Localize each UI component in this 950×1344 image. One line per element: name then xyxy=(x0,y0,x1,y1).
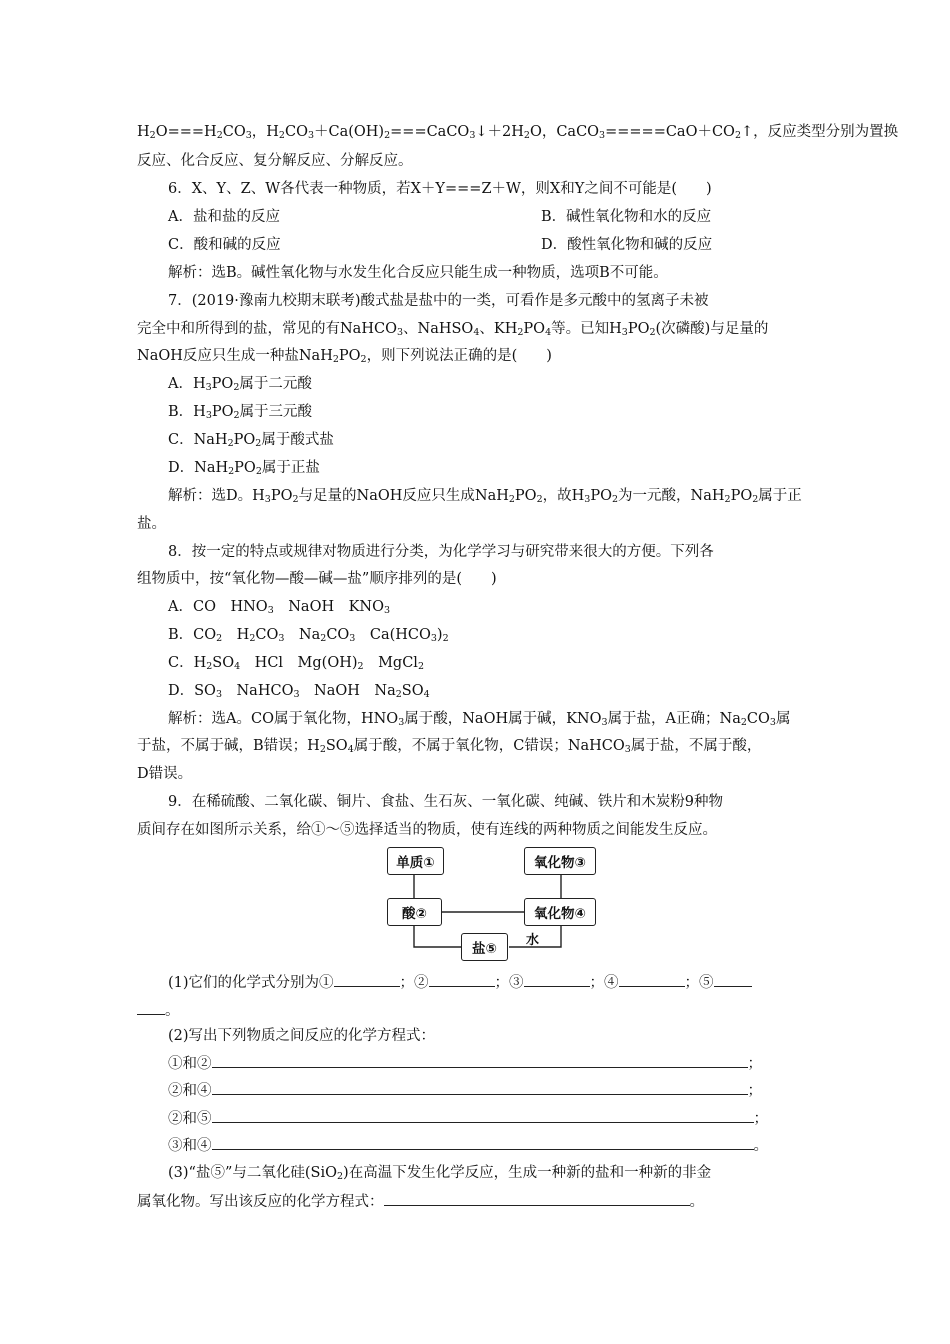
q9-part1-line2: 。 xyxy=(137,1001,180,1020)
q6-option-d: D．酸性氧化物和碱的反应 xyxy=(541,237,713,253)
q9-part1-line1: (1)它们的化学式分别为① ；② ；③ ；④ ；⑤ xyxy=(168,973,752,992)
equation-blank-1-2[interactable] xyxy=(212,1054,748,1068)
answer-blank-3[interactable] xyxy=(524,973,590,987)
answer-blank-4[interactable] xyxy=(619,973,685,987)
q8-option-b: B．$CO_2$ $H_2CO_3$ $Na_2CO_3$ $Ca(HCO_3)_2$ xyxy=(168,627,449,644)
question-7-line3: NaOH反应只生成一种盐$NaH_2PO_2$，则下列说法正确的是( ) xyxy=(137,348,552,365)
box-acid-2: 酸② xyxy=(387,898,442,926)
answer-blank-2[interactable] xyxy=(429,973,495,987)
answer-blank-1[interactable] xyxy=(334,973,400,987)
q8-analysis-line2: 于盐，不属于碱，B错误；$H_2SO_4$属于酸，不属于氧化物，C错误；NaHCO$_3$属于盐，不属于酸， xyxy=(137,738,762,755)
q8-analysis-line1: 解析：选A。CO属于氧化物，$HNO_3$属于酸，NaOH属于碱，$KNO_3$属于盐，A正确；$Na_2CO_3$属 xyxy=(168,711,791,728)
question-8-line2: 组物质中，按“氧化物—酸—碱—盐”顺序排列的是( ) xyxy=(137,571,497,587)
q9-part3-line1: (3)“盐⑤”与二氧化硅(SiO$_2$)在高温下发生化学反应，生成一种新的盐和一种新的非金 xyxy=(168,1165,712,1182)
question-7-line2: 完全中和所得到的盐，常见的有NaHCO$_3$、NaHSO$_4$、$KH_2PO_4$等。已知$H_3PO_2$(次磷酸)与足量的 xyxy=(137,321,769,338)
q7-analysis-line2: 盐。 xyxy=(137,516,166,532)
q9-reaction-1-2: ①和② ； xyxy=(168,1056,762,1072)
box-salt-5: 盐⑤ xyxy=(461,933,508,961)
q9-reaction-3-4: ③和④ 。 xyxy=(168,1138,768,1154)
box-oxide-4: 氧化物④ xyxy=(524,898,596,926)
q7-option-b: B．$H_3PO_2$属于三元酸 xyxy=(168,404,313,421)
question-9-line2: 质间存在如图所示关系，给①～⑤选择适当的物质，使有连线的两种物质之间能发生反应。 xyxy=(137,822,717,838)
question-6: 6．X、Y、Z、W各代表一种物质，若X＋Y===Z＋W，则X和Y之间不可能是( ) xyxy=(168,181,712,197)
q9-reaction-2-5: ②和⑤ ； xyxy=(168,1111,768,1127)
answer-blank-5-cont[interactable] xyxy=(137,1001,165,1015)
q8-option-c: C．$H_2SO_4$ HCl $Mg(OH)_2$ MgCl$_2$ xyxy=(168,655,424,672)
q7-option-d: D．$NaH_2PO_2$属于正盐 xyxy=(168,460,320,477)
line-prev-conclusion: 反应、化合反应、复分解反应、分解反应。 xyxy=(137,153,413,169)
answer-blank-5[interactable] xyxy=(714,973,752,987)
q8-option-a: A．CO $HNO_3$ NaOH $KNO_3$ xyxy=(168,599,391,616)
q6-analysis: 解析：选B。碱性氧化物与水发生化合反应只能生成一种物质，选项B不可能。 xyxy=(168,265,668,281)
q7-option-c: C．$NaH_2PO_2$属于酸式盐 xyxy=(168,432,334,449)
q7-option-a: A．$H_3PO_2$属于二元酸 xyxy=(168,376,312,393)
relationship-diagram xyxy=(383,845,603,963)
q6-option-a: A．盐和盐的反应 xyxy=(168,209,280,225)
q6-option-b: B．碱性氧化物和水的反应 xyxy=(541,209,712,225)
box-element-1: 单质① xyxy=(387,847,444,875)
box-oxide-3: 氧化物③ xyxy=(524,847,596,875)
q7-analysis-line1: 解析：选D。$H_3PO_2$与足量的NaOH反应只生成$NaH_2PO_2$，故$H_3PO_2$为一元酸，$NaH_2PO_2$属于正 xyxy=(168,488,802,505)
q9-part2-prompt: (2)写出下列物质之间反应的化学方程式： xyxy=(168,1028,436,1044)
q9-reaction-2-4: ②和④ ； xyxy=(168,1083,762,1099)
equation-blank-3-4[interactable] xyxy=(212,1136,754,1150)
question-9-line1: 9．在稀硫酸、二氧化碳、铜片、食盐、生石灰、一氧化碳、纯碱、铁片和木炭粉9种物 xyxy=(168,794,723,810)
equation-blank-part3[interactable] xyxy=(384,1192,690,1206)
q8-option-d: D．$SO_3$ NaHCO$_3$ NaOH $Na_2SO_4$ xyxy=(168,683,430,700)
line-prev-equations: $H_2O===H_2CO_3$，$H_2CO_3+Ca(OH)_2===CaCO_3↓+2H_2O$，$CaCO_3=====CaO+CO_2↑$，反应类型分别为置换 xyxy=(137,124,899,141)
equation-blank-2-5[interactable] xyxy=(212,1109,754,1123)
question-8-line1: 8．按一定的特点或规律对物质进行分类，为化学学习与研究带来很大的方便。下列各 xyxy=(168,544,714,560)
q6-option-c: C．酸和碱的反应 xyxy=(168,237,281,253)
equation-blank-2-4[interactable] xyxy=(212,1081,748,1095)
question-7-line1: 7．(2019·豫南九校期末联考)酸式盐是盐中的一类，可看作是多元酸中的氢离子未被 xyxy=(168,293,709,309)
q8-analysis-line3: D错误。 xyxy=(137,766,193,782)
label-water: 水 xyxy=(526,933,540,948)
q9-part3-line2: 属氧化物。写出该反应的化学方程式： 。 xyxy=(137,1194,704,1210)
